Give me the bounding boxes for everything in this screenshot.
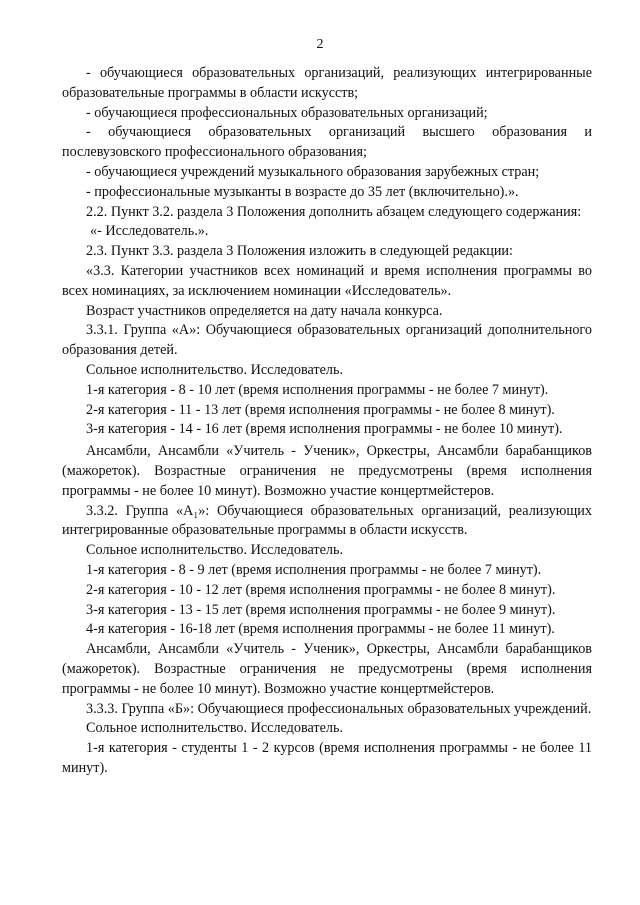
paragraph-bullet-integrated-programs: - обучающиеся образовательных организаций, реализующих интегрированные образовательные программы в области искусств; xyxy=(62,65,592,101)
paragraph-group-a-category-3: 3-я категория - 14 - 16 лет (время исполнения программы - не более 10 минут). xyxy=(86,421,563,438)
paragraph-group-a1-solo: Сольное исполнительство. Исследователь. xyxy=(86,542,343,559)
paragraph-bullet-higher-education: - обучающиеся образовательных организаций высшего образования и послевузовского профессионального образования; xyxy=(62,124,592,161)
paragraph-section-3-3-intro: «3.3. Категории участников всех номинаций и время исполнения программы во всех номинациях, за исключением номинации «Исследователь». xyxy=(62,262,592,299)
paragraph-bullet-professional-musicians: - профессиональные музыканты в возрасте до 35 лет (включительно).». xyxy=(86,183,519,200)
paragraph-bullet-foreign-music-education: - обучающиеся учреждений музыкального образования зарубежных стран; xyxy=(86,163,540,180)
paragraph-group-a1-ensembles: Ансамбли, Ансамбли «Учитель - Ученик», Оркестры, Ансамбли барабанщиков (мажореток). Возрастные ограничения не предусмотрены (время исполнения программы - не более 10 минут). Возможно участие концертмейстеров. xyxy=(62,641,592,697)
paragraph-group-a1-category-4: 4-я категория - 16-18 лет (время исполнения программы - не более 11 минут). xyxy=(86,621,555,638)
paragraph-group-a1-category-1: 1-я категория - 8 - 9 лет (время исполнения программы - не более 7 минут). xyxy=(86,561,542,578)
paragraph-group-a-ensembles: Ансамбли, Ансамбли «Учитель - Ученик», Оркестры, Ансамбли барабанщиков (мажореток). Возрастные ограничения не предусмотрены (время исполнения программы - не более 10 минут). Возможно участие концертмейстеров. xyxy=(62,443,592,499)
paragraph-group-a1-heading: 3.3.2. Группа «А₁»: Обучающиеся образовательных организаций, реализующих интегрированные образовательные программы в области искусств. xyxy=(62,502,592,539)
paragraph-group-b-category-1: 1-я категория - студенты 1 - 2 курсов (время исполнения программы - не более 11 минут). xyxy=(62,740,592,776)
paragraph-group-a1-category-2: 2-я категория - 10 - 12 лет (время исполнения программы - не более 8 минут). xyxy=(86,581,556,598)
paragraph-group-a-category-1: 1-я категория - 8 - 10 лет (время исполнения программы - не более 7 минут). xyxy=(86,381,549,398)
paragraph-bullet-professional-orgs: - обучающиеся профессиональных образовательных организаций; xyxy=(86,104,488,121)
paragraph-age-definition: Возраст участников определяется на дату начала конкурса. xyxy=(86,302,443,319)
paragraph-group-a-heading: 3.3.1. Группа «А»: Обучающиеся образовательных организаций дополнительного образования детей. xyxy=(62,322,592,359)
paragraph-group-a-solo: Сольное исполнительство. Исследователь. xyxy=(86,361,343,378)
document-body xyxy=(62,64,592,779)
paragraph-group-a-category-2: 2-я категория - 11 - 13 лет (время исполнения программы - не более 8 минут). xyxy=(86,401,555,418)
paragraph-researcher-addition: «- Исследователь.». xyxy=(90,223,209,240)
page-number: 2 xyxy=(316,37,324,52)
paragraph-group-b-solo: Сольное исполнительство. Исследователь. xyxy=(86,720,343,737)
paragraph-group-a1-category-3: 3-я категория - 13 - 15 лет (время исполнения программы - не более 9 минут). xyxy=(86,601,556,618)
paragraph-item-2-3: 2.3. Пункт 3.3. раздела 3 Положения изложить в следующей редакции: xyxy=(86,243,513,260)
paragraph-item-2-2: 2.2. Пункт 3.2. раздела 3 Положения дополнить абзацем следующего содержания: xyxy=(86,203,582,220)
paragraph-group-b-heading: 3.3.3. Группа «Б»: Обучающиеся профессиональных образовательных учреждений. xyxy=(86,700,592,717)
